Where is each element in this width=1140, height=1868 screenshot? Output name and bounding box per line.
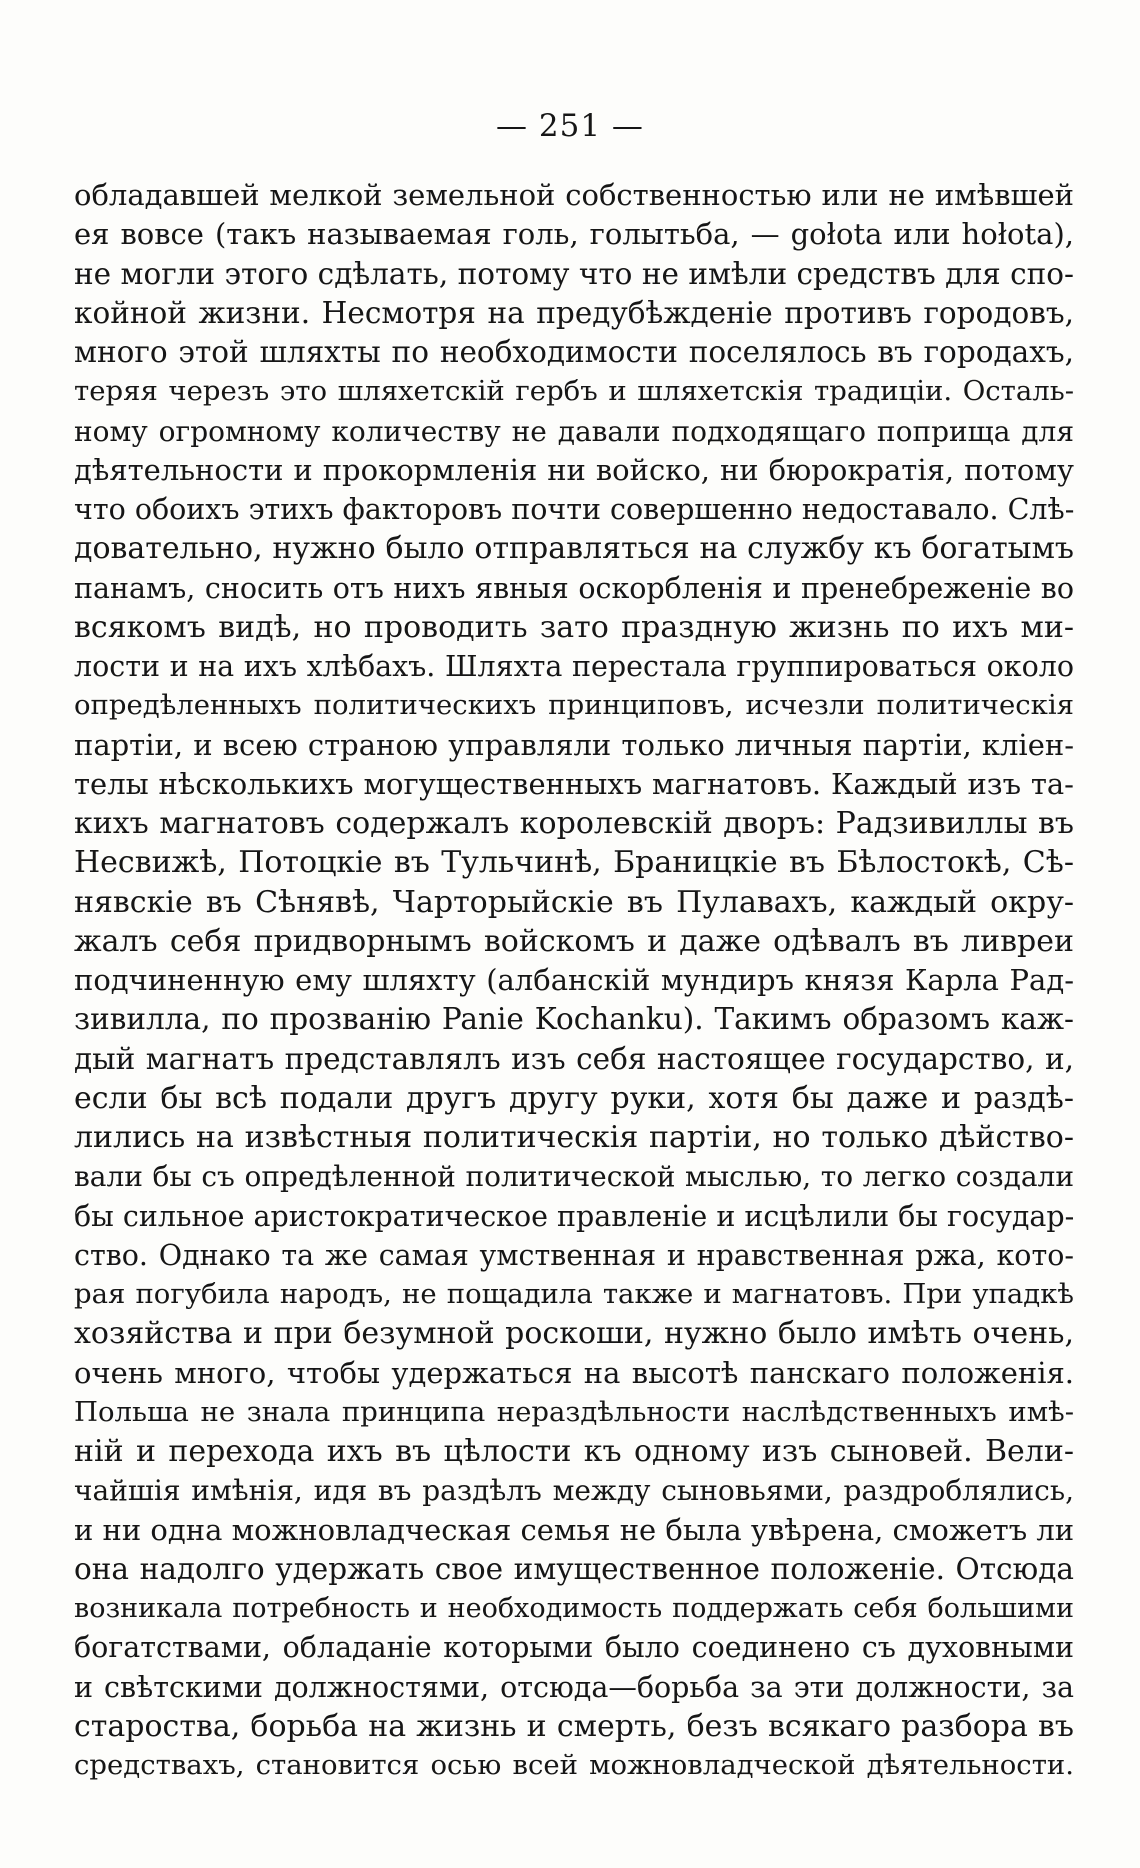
text-line: и свѣтскими должностями, отсюда—борьба за эти должности, за [74,1670,1074,1704]
text-line: рая погубила народъ, не пощадила также и магнатовъ. При упадкѣ [74,1278,1074,1310]
page-number: — 251 — [496,108,644,144]
text-line: всякомъ видѣ, но проводить зато праздную жизнь по ихъ ми- [74,609,1074,645]
text-line: что обоихъ этихъ факторовъ почти совершенно недоставало. Слѣ- [74,493,1074,526]
text-line: опредѣленныхъ политическихъ принциповъ, исчезли политическія [74,689,1074,722]
text-line: бы сильное аристократическое правленіе и исцѣлили бы государ- [74,1199,1074,1233]
text-line: дѣятельности и прокормленія ни войско, ни бюрократія, потому [74,452,1074,487]
text-line: телы нѣсколькихъ могущественныхъ магнатовъ. Каждый изъ та- [74,766,1074,801]
text-line: много этой шляхты по необходимости поселялось въ городахъ, [74,335,1074,369]
text-line: койной жизни. Несмотря на предубѣжденіе противъ городовъ, [74,295,1074,330]
text-line: жалъ себя придворнымъ войскомъ и даже одѣвалъ въ ливреи [74,923,1074,959]
text-line: кихъ магнатовъ содержалъ королевскій дворъ: Радзивиллы въ [74,806,1074,841]
text-line: она надолго удержать свое имущественное положеніе. Отсюда [74,1551,1074,1586]
text-line: ному огромному количеству не давали подходящаго поприща для [74,414,1074,448]
text-line: ея вовсе (такъ называемая голь, голытьба, — gołota или hołota), [74,217,1074,252]
text-line: богатствами, обладаніе которыми было соединено съ духовными [74,1631,1074,1665]
text-line: ній и перехода ихъ въ цѣлости къ одному изъ сыновей. Вели- [74,1434,1074,1469]
text-line: подчиненную ему шляхту (албанскій мундиръ князя Карла Рад- [74,963,1074,997]
text-line: лились на извѣстныя политическія партіи, но только дѣйство- [74,1120,1074,1155]
body-text [74,176,1074,1785]
text-line: теряя черезъ это шляхетскій гербъ и шляхетскія традиціи. Осталь- [74,375,1074,408]
text-line: чайшія имѣнія, идя въ раздѣлъ между сыновьями, раздроблялись, [74,1474,1074,1508]
text-line: староства, борьба на жизнь и смерть, безъ всякаго разбора въ [74,1708,1074,1744]
text-line: зивилла, по прозванію Panie Kochanku). Такимъ образомъ каж- [74,1002,1074,1037]
text-line: лости и на ихъ хлѣбахъ. Шляхта перестала группироваться около [74,650,1074,683]
text-line: обладавшей мелкой земельной собственностью или не имѣвшей [74,178,1074,212]
text-line: очень много, чтобы удержаться на высотѣ панскаго положенія. [74,1355,1074,1390]
text-line: средствахъ, становится осью всей можновладческой дѣятельности. [74,1749,1074,1781]
text-line: ство. Однако та же самая умственная и нравственная ржа, кото- [74,1238,1074,1272]
text-line: Польша не знала принципа нераздѣльности наслѣдственныхъ имѣ- [74,1395,1074,1428]
text-line: дый магнатъ представлялъ изъ себя настоящее государство, и, [74,1041,1074,1076]
text-line: не могли этого сдѣлать, потому что не имѣли средствъ для спо- [74,256,1074,291]
text-line: хозяйства и при безумной роскоши, нужно было имѣть очень, [74,1316,1074,1352]
text-line: довательно, нужно было отправляться на службу къ богатымъ [74,531,1074,567]
text-line: возникала потребность и необходимость поддержать себя большими [74,1593,1074,1624]
text-line: если бы всѣ подали другъ другу руки, хотя бы даже и раздѣ- [74,1080,1074,1116]
text-line: панамъ, сносить отъ нихъ явныя оскорбленія и пренебреженіе во [74,571,1074,605]
text-line: вали бы съ опредѣленной политической мыслью, то легко создали [74,1160,1074,1194]
text-line: Несвижѣ, Потоцкіе въ Тульчинѣ, Браницкіе въ Бѣлостокѣ, Сѣ- [74,845,1074,881]
text-line: и ни одна можновладческая семья не была увѣрена, сможетъ ли [74,1512,1074,1547]
text-line: нявскіе въ Сѣнявѣ, Чарторыйскіе въ Пулавахъ, каждый окру- [74,884,1074,920]
text-line: партіи, и всею страною управляли только личныя партіи, кліен- [74,727,1074,762]
